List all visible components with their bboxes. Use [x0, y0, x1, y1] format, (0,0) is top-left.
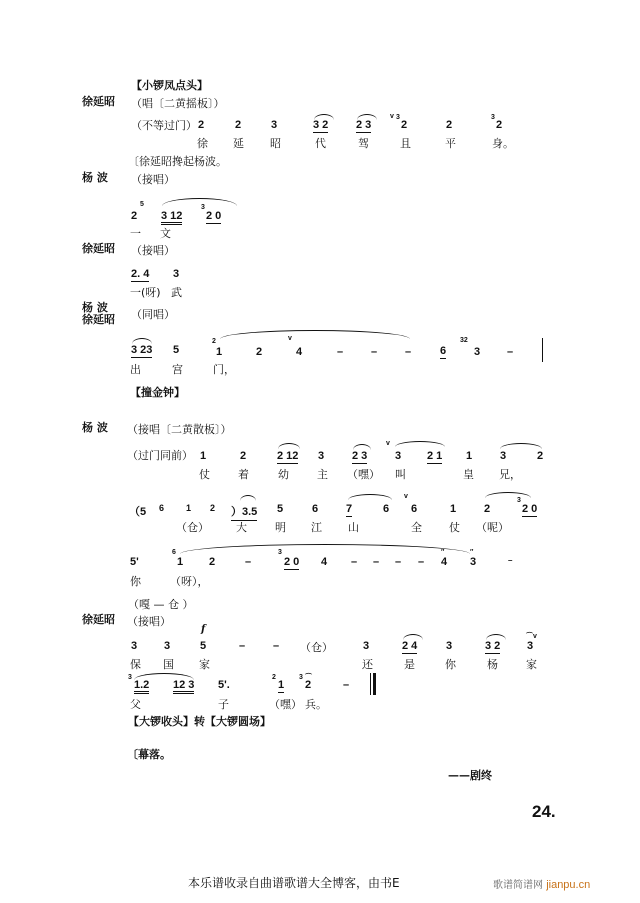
lyric: 是 — [404, 658, 415, 671]
note: 3 2 — [485, 640, 501, 652]
final-bar-line — [373, 673, 376, 695]
note: 6 — [411, 503, 418, 515]
lyric: 父 — [130, 698, 141, 711]
lyric: 徐 — [197, 137, 208, 150]
section-1-role: 徐延昭 — [82, 95, 115, 108]
note: 2 4 — [402, 640, 418, 652]
lyric: 杨 — [487, 658, 498, 671]
grace-note: 32 — [460, 337, 468, 344]
lyric: 还 — [362, 658, 373, 671]
note: 2 — [235, 119, 242, 131]
lyric: 山 — [348, 521, 359, 534]
section-4-direction: （同唱） — [131, 308, 175, 321]
bar-line — [542, 338, 543, 362]
note: 2 12 — [277, 450, 299, 462]
lyric: 大 — [236, 521, 247, 534]
dash: – — [373, 556, 380, 568]
dash: – — [395, 556, 402, 568]
grace-note: 3 — [396, 114, 400, 121]
lyric: 出 — [130, 363, 141, 376]
lyric: 家 — [526, 658, 537, 671]
accent-mark: ″ — [441, 549, 445, 556]
note: 2 — [209, 556, 216, 568]
note: 2 0 — [206, 210, 222, 222]
note: 6 — [440, 345, 447, 357]
note: 2 — [210, 503, 216, 513]
lyric: 宫 — [172, 363, 183, 376]
note: 2 — [496, 119, 503, 131]
lyric: 国 — [163, 658, 174, 671]
note: 4 — [321, 556, 328, 568]
note: 1 — [186, 503, 192, 513]
section-5-role: 杨 波 — [82, 421, 108, 434]
note: 5' — [130, 556, 139, 568]
section-2-direction: （接唱） — [131, 173, 175, 186]
lyric: （嘿） — [347, 468, 380, 481]
fermata-mark: ⌒ — [305, 674, 312, 681]
lyric: 仗 — [449, 521, 460, 534]
slur-long — [180, 544, 470, 554]
note: 3 — [446, 640, 453, 652]
note: （5 — [129, 506, 147, 518]
note: 3 — [500, 450, 507, 462]
lyric: 平 — [445, 137, 456, 150]
lyric: 门， — [213, 363, 235, 376]
watermark-text: 歌谱简谱网 — [493, 880, 543, 891]
section-5-percussion: （嘎 — 仓 ） — [128, 598, 194, 611]
note: 3 — [527, 640, 534, 652]
lyric: 江 — [311, 521, 322, 534]
note: 1 — [466, 450, 473, 462]
note: 2 — [537, 450, 544, 462]
lyric: 文 — [160, 227, 171, 240]
lyric: （嘿） — [269, 698, 302, 711]
note: 6 — [159, 503, 165, 513]
note: 2 3 — [356, 119, 372, 131]
percussion: （仓） — [300, 641, 333, 654]
dash: – — [343, 679, 350, 691]
note: 3 — [271, 119, 278, 131]
end-marker: ——剧终 — [448, 769, 492, 782]
dash: – — [405, 346, 412, 358]
note: 2 — [240, 450, 247, 462]
lyric: 幼 — [278, 468, 289, 481]
breath-mark: v — [404, 493, 408, 500]
section-4-role-1: 杨 波 — [82, 301, 108, 314]
slur — [348, 494, 392, 500]
dash: – — [507, 346, 514, 358]
lyric: 你 — [445, 658, 456, 671]
grace-note: 3 — [491, 114, 495, 121]
dash: – — [245, 556, 252, 568]
lyric: 主 — [317, 468, 328, 481]
section-3-direction: （接唱） — [131, 244, 175, 257]
dash: – — [418, 556, 425, 568]
bar-line — [370, 673, 371, 695]
note: 3 — [470, 556, 477, 568]
breath-mark: v — [288, 335, 292, 342]
lyric: 皇 — [463, 468, 474, 481]
note: 2 0 — [284, 556, 300, 568]
dash: – — [508, 556, 513, 565]
closing-stage-note: 〔幕落。 — [127, 748, 171, 761]
lyric: 延 — [233, 137, 244, 150]
grace-note: 2 — [212, 338, 216, 345]
breath-mark: v — [390, 113, 394, 120]
note: 2 — [256, 346, 263, 358]
dash: – — [337, 346, 344, 358]
note: ）3.5 — [231, 503, 257, 521]
section-6-direction: （接唱） — [127, 615, 171, 628]
slur — [162, 198, 237, 206]
note: 1 — [200, 450, 207, 462]
section-4-bracket: 【撞金钟】 — [130, 386, 185, 399]
note: 2 — [131, 210, 138, 222]
note: 2 — [446, 119, 453, 131]
grace-note: 3 — [517, 497, 521, 504]
section-1-stage-note: 〔徐延昭搀起杨波。 — [128, 155, 227, 168]
note: 3 — [363, 640, 370, 652]
lyric: 全 — [411, 521, 422, 534]
note: 3 — [131, 640, 138, 652]
lyric: 仗 — [199, 468, 210, 481]
note: 3 — [474, 346, 481, 358]
fermata-breath-mark: ⌒v — [526, 633, 537, 640]
section-6-bracket: 【大锣收头】转【大锣圆场】 — [128, 715, 271, 728]
lyric: 着 — [238, 468, 249, 481]
lyric: 身。 — [492, 137, 514, 150]
lyric: 一(呀) — [130, 286, 161, 299]
lyric: 一 — [130, 227, 141, 240]
note: 3 2 — [313, 119, 329, 131]
slur-long — [220, 330, 410, 339]
dynamic-forte: f — [201, 624, 206, 635]
lyric: 兵。 — [305, 698, 327, 711]
section-1-bracket: 【小锣凤点头】 — [131, 79, 208, 92]
note: 5 — [200, 640, 207, 652]
dash: – — [273, 640, 280, 652]
section-1-prefix: （不等过门） — [131, 119, 197, 132]
grace-note: 3 — [201, 204, 205, 211]
note: 2. 4 — [131, 268, 150, 280]
note: 2 3 — [352, 450, 368, 462]
note: 7 — [346, 503, 353, 515]
lyric: 明 — [275, 521, 286, 534]
note: 4 — [441, 556, 448, 568]
grace-note: 3 — [278, 549, 282, 556]
note: 1 — [216, 346, 223, 358]
note: 1 — [278, 679, 285, 691]
lyric: （仓） — [176, 521, 209, 534]
note: 3 — [173, 268, 180, 280]
lyric: 代 — [315, 137, 326, 150]
note: 5'. — [218, 679, 230, 691]
note: 3 12 — [161, 210, 182, 225]
watermark-url: jianpu.cn — [546, 879, 591, 891]
page-number: 24. — [532, 802, 556, 821]
note: 3 — [318, 450, 325, 462]
slur — [278, 443, 300, 449]
accent-mark: ″ — [470, 549, 474, 556]
note: 3 23 — [131, 344, 153, 356]
lyric: （呢） — [476, 521, 509, 534]
lyric: （呀）， — [170, 575, 209, 588]
section-6-role: 徐延昭 — [82, 613, 115, 626]
note: 2 0 — [522, 503, 538, 515]
lyric: 昭 — [270, 137, 281, 150]
lyric: 兄， — [499, 468, 521, 481]
lyric: 且 — [400, 137, 411, 150]
breath-mark: v — [386, 440, 390, 447]
note: 5 — [277, 503, 284, 515]
note: 2 — [484, 503, 491, 515]
lyric: 叫 — [395, 468, 406, 481]
grace-note: 3 — [299, 674, 303, 681]
section-2-role: 杨 波 — [82, 171, 108, 184]
section-4-role-2: 徐延昭 — [82, 313, 115, 326]
note: 2 — [305, 679, 312, 691]
lyric: 驾 — [358, 137, 369, 150]
note: 12 3 — [173, 679, 194, 694]
slur — [485, 492, 531, 498]
section-3-role: 徐延昭 — [82, 242, 115, 255]
note: 4 — [296, 346, 303, 358]
note: 5 — [173, 344, 180, 356]
note: 1 — [450, 503, 457, 515]
footer-text: 本乐谱收录自曲谱歌谱大全博客，由书E — [188, 876, 400, 890]
lyric: 家 — [199, 658, 210, 671]
note: 3 — [164, 640, 171, 652]
watermark — [493, 876, 590, 891]
note: 6 — [383, 503, 390, 515]
lyric: 你 — [130, 575, 141, 588]
slur — [500, 443, 542, 449]
dash: – — [239, 640, 246, 652]
slur — [395, 441, 445, 447]
section-5-prefix: （过门同前） — [127, 449, 193, 462]
note: 1 — [177, 556, 184, 568]
slur — [240, 495, 256, 501]
lyric: 子 — [218, 698, 229, 711]
dash: – — [351, 556, 358, 568]
note: 2 — [401, 119, 408, 131]
note: 3 — [395, 450, 402, 462]
note: 1.2 — [134, 679, 149, 694]
section-5-direction: （接唱〔二黄散板〕） — [127, 423, 232, 436]
note: 6 — [312, 503, 319, 515]
dash: – — [371, 346, 378, 358]
grace-note: 5 — [140, 201, 144, 208]
grace-note: 3 — [128, 674, 132, 681]
lyric: 保 — [130, 658, 141, 671]
lyric: 武 — [171, 286, 182, 299]
grace-note: 2 — [272, 674, 276, 681]
grace-note: 6 — [172, 549, 176, 556]
note: 2 1 — [427, 450, 443, 462]
note: 2 — [198, 119, 205, 131]
section-1-direction: （唱〔二黄摇板〕） — [131, 97, 225, 110]
